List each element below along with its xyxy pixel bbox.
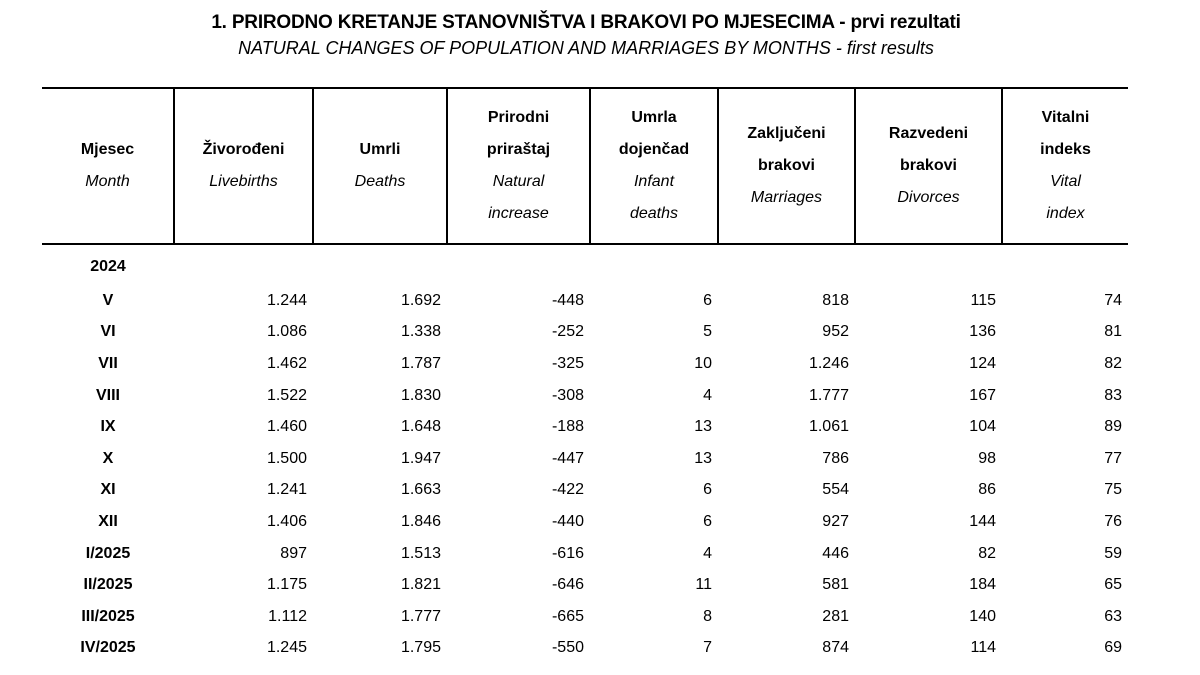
table-header xyxy=(42,88,1128,244)
cell-natural-increase: -616 xyxy=(551,544,584,562)
cell-divorces: 98 xyxy=(978,449,996,467)
cell-marriages: 927 xyxy=(822,512,849,530)
cell-natural-increase: -252 xyxy=(551,323,584,341)
cell-natural-increase: -188 xyxy=(551,418,584,436)
cell-deaths: 1.821 xyxy=(400,576,441,594)
cell-livebirths: 1.244 xyxy=(266,291,307,309)
empty-cell xyxy=(855,244,1002,285)
cell-marriages: 1.061 xyxy=(808,418,849,436)
cell-marriages: 446 xyxy=(822,544,849,562)
cell-divorces: 114 xyxy=(970,639,996,657)
table-row xyxy=(42,317,1128,349)
cell-month: II/2025 xyxy=(83,576,133,594)
cell-infant-deaths: 7 xyxy=(703,639,712,657)
cell-infant-deaths: 6 xyxy=(703,481,712,499)
cell-deaths: 1.795 xyxy=(400,639,441,657)
column-header-translation: Vital xyxy=(1050,173,1081,190)
empty-cell xyxy=(174,244,313,285)
column-header-translation: Deaths xyxy=(354,173,406,190)
cell-marriages: 581 xyxy=(822,576,849,594)
cell-deaths: 1.846 xyxy=(400,512,441,530)
cell-natural-increase: -422 xyxy=(551,481,584,499)
cell-infant-deaths: 8 xyxy=(703,607,712,625)
column-header-translation: deaths xyxy=(629,205,679,222)
column-header-vital-index xyxy=(1002,88,1128,244)
empty-cell xyxy=(718,244,855,285)
cell-vital-index: 81 xyxy=(1104,323,1122,341)
cell-divorces: 124 xyxy=(969,354,996,372)
cell-divorces: 86 xyxy=(978,481,996,499)
cell-month: IV/2025 xyxy=(80,639,136,657)
population-table xyxy=(42,87,1128,664)
cell-month: XI xyxy=(100,481,116,499)
table-row xyxy=(42,569,1128,601)
cell-infant-deaths: 5 xyxy=(703,323,712,341)
cell-livebirths: 897 xyxy=(280,544,307,562)
column-header-divorces xyxy=(855,88,1002,244)
cell-vital-index: 75 xyxy=(1104,481,1122,499)
table-row xyxy=(42,443,1128,475)
column-header-translation: Month xyxy=(85,173,130,190)
column-header-marriages xyxy=(718,88,855,244)
cell-marriages: 952 xyxy=(822,323,849,341)
column-header-month xyxy=(42,88,174,244)
table-row xyxy=(42,411,1128,443)
cell-vital-index: 89 xyxy=(1104,418,1122,436)
cell-month: I/2025 xyxy=(85,544,131,562)
cell-month: IX xyxy=(100,418,116,436)
cell-month: VII xyxy=(98,354,118,372)
cell-livebirths: 1.175 xyxy=(266,576,307,594)
cell-divorces: 167 xyxy=(969,386,996,404)
cell-natural-increase: -440 xyxy=(551,512,584,530)
cell-divorces: 184 xyxy=(969,576,996,594)
cell-deaths: 1.777 xyxy=(400,607,441,625)
cell-marriages: 874 xyxy=(822,639,849,657)
cell-vital-index: 59 xyxy=(1104,544,1122,562)
cell-vital-index: 76 xyxy=(1104,512,1122,530)
cell-deaths: 1.787 xyxy=(400,354,441,372)
column-header-label: Mjesec xyxy=(80,141,135,158)
year-label: 2024 xyxy=(90,258,126,275)
cell-deaths: 1.648 xyxy=(400,418,441,436)
cell-natural-increase: -646 xyxy=(551,576,584,594)
cell-deaths: 1.830 xyxy=(400,386,441,404)
cell-divorces: 82 xyxy=(978,544,996,562)
empty-cell xyxy=(1002,244,1128,285)
column-header-livebirths xyxy=(174,88,313,244)
cell-natural-increase: -325 xyxy=(551,354,584,372)
cell-infant-deaths: 13 xyxy=(694,418,712,436)
column-header-label: indeks xyxy=(1040,141,1091,158)
table-row xyxy=(42,633,1128,665)
column-header-translation: increase xyxy=(488,205,549,222)
cell-natural-increase: -550 xyxy=(551,639,584,657)
table-row xyxy=(42,285,1128,317)
cell-infant-deaths: 6 xyxy=(703,512,712,530)
column-header-label: dojenčad xyxy=(618,141,690,158)
cell-deaths: 1.947 xyxy=(400,449,441,467)
table-row xyxy=(42,348,1128,380)
cell-divorces: 104 xyxy=(969,418,996,436)
column-header-label: priraštaj xyxy=(486,141,551,158)
cell-divorces: 140 xyxy=(969,607,996,625)
column-header-translation: index xyxy=(1046,205,1085,222)
cell-infant-deaths: 6 xyxy=(703,291,712,309)
cell-livebirths: 1.245 xyxy=(266,639,307,657)
cell-livebirths: 1.086 xyxy=(266,323,307,341)
column-header-translation: Marriages xyxy=(750,189,823,206)
column-header-label: Prirodni xyxy=(487,109,550,126)
table-row xyxy=(42,506,1128,538)
column-header-infant-deaths xyxy=(590,88,718,244)
cell-livebirths: 1.241 xyxy=(266,481,307,499)
cell-month: VI xyxy=(100,323,116,341)
cell-natural-increase: -447 xyxy=(551,449,584,467)
cell-vital-index: 82 xyxy=(1104,354,1122,372)
cell-month: V xyxy=(102,291,114,309)
empty-cell xyxy=(447,244,590,285)
cell-vital-index: 74 xyxy=(1104,291,1122,309)
cell-natural-increase: -665 xyxy=(551,607,584,625)
cell-month: VIII xyxy=(95,386,120,404)
column-header-translation: Divorces xyxy=(897,189,960,206)
table-row xyxy=(42,475,1128,507)
cell-deaths: 1.338 xyxy=(400,323,441,341)
empty-cell xyxy=(590,244,718,285)
header-row xyxy=(42,88,1128,244)
cell-infant-deaths: 10 xyxy=(694,354,712,372)
column-header-translation: Infant xyxy=(633,173,675,190)
cell-infant-deaths: 11 xyxy=(695,576,712,594)
cell-infant-deaths: 4 xyxy=(703,386,712,404)
cell-vital-index: 69 xyxy=(1104,639,1122,657)
cell-marriages: 554 xyxy=(822,481,849,499)
table-row xyxy=(42,601,1128,633)
cell-vital-index: 63 xyxy=(1104,607,1122,625)
cell-marriages: 786 xyxy=(822,449,849,467)
cell-month: III/2025 xyxy=(81,607,135,625)
cell-marriages: 1.777 xyxy=(808,386,849,404)
cell-livebirths: 1.500 xyxy=(266,449,307,467)
cell-marriages: 1.246 xyxy=(808,354,849,372)
column-header-translation: Natural xyxy=(492,173,545,190)
column-header-label: Razvedeni xyxy=(888,125,969,142)
cell-divorces: 136 xyxy=(969,323,996,341)
cell-divorces: 144 xyxy=(969,512,996,530)
column-header-deaths xyxy=(313,88,447,244)
cell-livebirths: 1.460 xyxy=(266,418,307,436)
year-row xyxy=(42,244,1128,285)
cell-livebirths: 1.462 xyxy=(266,354,307,372)
table-title: 1. PRIRODNO KRETANJE STANOVNIŠTVA I BRAKOVI PO MJESECIMA - prvi rezultati xyxy=(211,12,961,33)
cell-deaths: 1.692 xyxy=(400,291,441,309)
column-header-translation: Livebirths xyxy=(209,173,278,190)
cell-livebirths: 1.112 xyxy=(268,607,307,625)
cell-natural-increase: -448 xyxy=(551,291,584,309)
cell-month: X xyxy=(102,449,114,467)
cell-vital-index: 65 xyxy=(1104,576,1122,594)
cell-deaths: 1.663 xyxy=(400,481,441,499)
cell-vital-index: 83 xyxy=(1104,386,1122,404)
cell-natural-increase: -308 xyxy=(551,386,584,404)
title-block xyxy=(0,0,1172,59)
table-row xyxy=(42,380,1128,412)
column-header-label: Vitalni xyxy=(1041,109,1090,126)
cell-infant-deaths: 13 xyxy=(694,449,712,467)
cell-livebirths: 1.522 xyxy=(266,386,307,404)
cell-livebirths: 1.406 xyxy=(266,512,307,530)
cell-vital-index: 77 xyxy=(1104,449,1122,467)
table-row xyxy=(42,538,1128,570)
table-subtitle: NATURAL CHANGES OF POPULATION AND MARRIAGES BY MONTHS - first results xyxy=(238,38,934,58)
column-header-label: Umrli xyxy=(359,141,401,158)
cell-divorces: 115 xyxy=(970,291,996,309)
cell-deaths: 1.513 xyxy=(400,544,441,562)
column-header-label: Zaključeni xyxy=(747,125,826,142)
column-header-label: Umrla xyxy=(631,109,677,126)
cell-infant-deaths: 4 xyxy=(703,544,712,562)
cell-marriages: 281 xyxy=(822,607,849,625)
column-header-label: Živorođeni xyxy=(202,141,285,158)
cell-marriages: 818 xyxy=(822,291,849,309)
empty-cell xyxy=(313,244,447,285)
table-body xyxy=(42,244,1128,664)
cell-month: XII xyxy=(98,512,118,530)
column-header-label: brakovi xyxy=(900,157,957,174)
column-header-label: brakovi xyxy=(758,157,815,174)
column-header-natural-increase xyxy=(447,88,590,244)
